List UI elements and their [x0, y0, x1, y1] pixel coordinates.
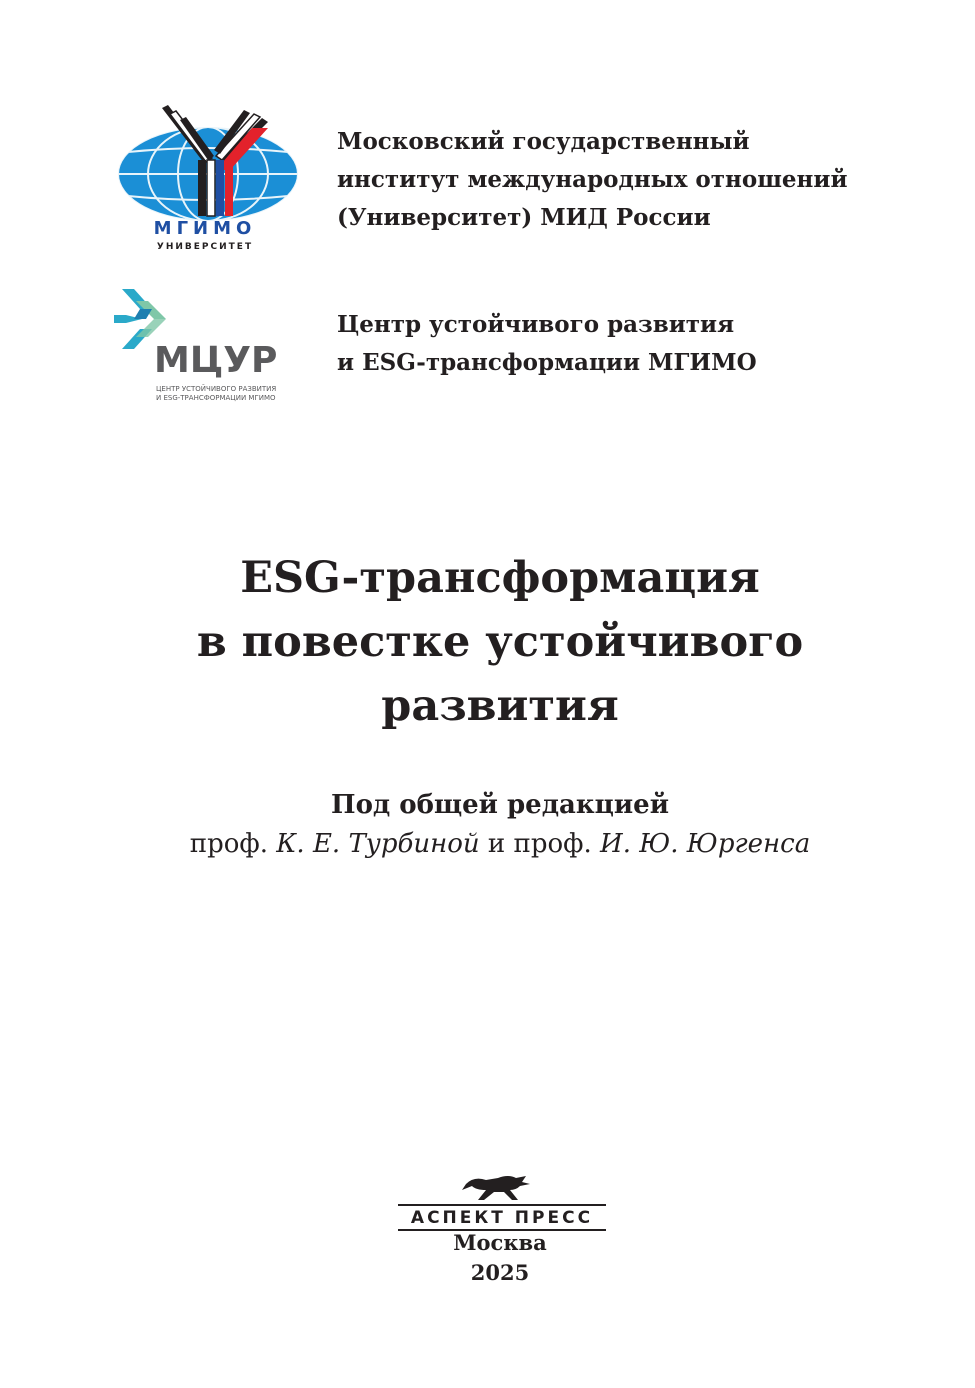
- mcur-logo: [112, 285, 297, 410]
- institute-name: [337, 123, 848, 237]
- editor-conj: и проф.: [479, 829, 601, 859]
- mcur-logo-caption-2: И ESG-ТРАНСФОРМАЦИИ МГИМО: [156, 394, 276, 402]
- editors-heading: Под общей редакцией: [331, 790, 669, 820]
- editor-name-2: И. Ю. Юргенса: [600, 829, 811, 859]
- editor-prefix-1: проф.: [189, 829, 277, 859]
- mcur-logo-name: МЦУР: [154, 340, 278, 381]
- publisher-name: АСПЕКТ ПРЕСС: [398, 1204, 606, 1231]
- title-line-3: развития: [381, 681, 619, 731]
- horse-icon: [460, 1168, 540, 1204]
- institute-line-1: Московский государственный: [337, 128, 750, 155]
- publisher-year: 2025: [470, 1260, 530, 1285]
- mgimo-logo: [112, 100, 307, 258]
- institute-line-3: (Университет) МИД России: [337, 204, 711, 231]
- editors-names: [0, 826, 975, 862]
- center-name: [337, 306, 757, 382]
- title-line-2: в повестке устойчивого: [196, 617, 804, 667]
- publisher-logo: [460, 1168, 540, 1204]
- book-title: [0, 546, 975, 738]
- center-line-2: и ESG-трансформации МГИМО: [337, 349, 757, 376]
- editor-name-1: К. Е. Турбиной: [276, 829, 480, 859]
- center-line-1: Центр устойчивого развития: [337, 311, 735, 338]
- mgimo-logo-name: МГИМО: [153, 218, 257, 239]
- institute-line-2: институт международных отношений: [337, 166, 848, 193]
- mcur-logo-caption-1: ЦЕНТР УСТОЙЧИВОГО РАЗВИТИЯ: [156, 385, 277, 393]
- publisher-city: Москва: [453, 1230, 547, 1255]
- mgimo-logo-subtitle: УНИВЕРСИТЕТ: [156, 242, 254, 252]
- title-line-1: ESG-трансформация: [240, 553, 760, 603]
